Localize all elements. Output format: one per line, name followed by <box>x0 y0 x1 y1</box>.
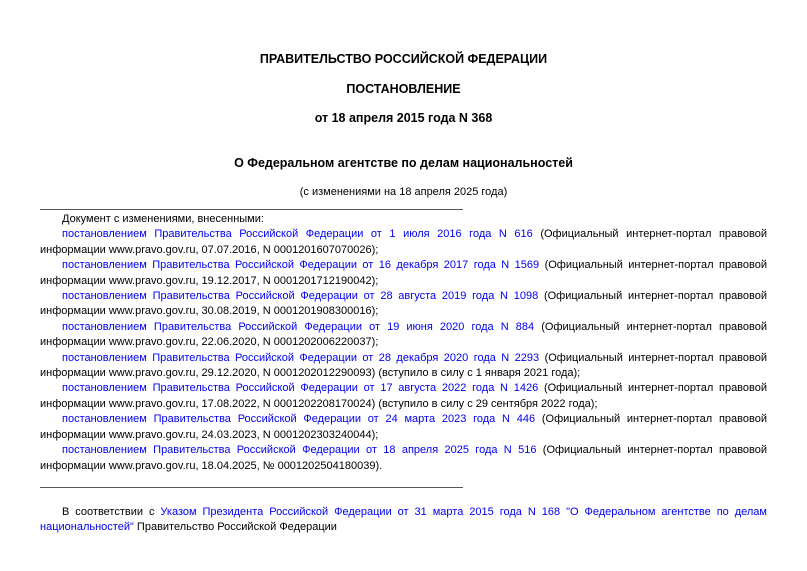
amendment-item: постановлением Правительства Российской Федерации от 1 июля 2016 года N 616 (Официальный интернет-портал правовой информации www.pravo.gov.ru, 07.07.2016, N 0001201607070026); <box>40 228 767 256</box>
amendment-link[interactable]: постановлением Правительства Российской Федерации от 16 декабря 2017 года N 1569 <box>62 259 540 272</box>
top-divider <box>40 209 463 210</box>
amendment-link[interactable]: постановлением Правительства Российской Федерации от 18 апреля 2025 года N 516 <box>62 444 537 457</box>
amendments-intro: Документ с изменениями, внесенными: <box>62 213 264 225</box>
document-title: О Федеральном агентстве по делам национальностей <box>234 156 573 170</box>
amendment-link[interactable]: постановлением Правительства Российской Федерации от 28 августа 2019 года N 1098 <box>62 290 539 303</box>
amendment-item: постановлением Правительства Российской Федерации от 18 апреля 2025 года N 516 (Официальный интернет-портал правовой информации www.pravo.gov.ru, 18.04.2025, № 0001202504180039). <box>40 444 768 472</box>
document-type-heading: ПОСТАНОВЛЕНИЕ <box>346 82 461 96</box>
amendments-block <box>40 212 767 474</box>
amendment-item: постановлением Правительства Российской Федерации от 19 июня 2020 года N 884 (Официальный интернет-портал правовой информации www.pravo.gov.ru, 22.06.2020, N 0001202006220037); <box>40 320 767 349</box>
amendment-link[interactable]: постановлением Правительства Российской Федерации от 1 июля 2016 года N 616 <box>62 228 533 241</box>
bottom-divider <box>40 487 463 488</box>
date-number-heading: от 18 апреля 2015 года N 368 <box>314 111 493 125</box>
preamble-paragraph: В соответствии с Указом Президента Российской Федерации от 31 марта 2015 года N 168 "О Федеральном агентстве по делам национальностей" Правительство Российской Федерации <box>40 506 767 534</box>
amendment-link[interactable]: постановлением Правительства Российской Федерации от 24 марта 2023 года N 446 <box>62 413 536 426</box>
amendment-link[interactable]: постановлением Правительства Российской Федерации от 19 июня 2020 года N 884 <box>62 320 535 333</box>
amendment-item: постановлением Правительства Российской Федерации от 24 марта 2023 года N 446 (Официальный интернет-портал правовой информации www.pravo.gov.ru, 24.03.2023, N 0001202303240044); <box>40 413 767 441</box>
amendment-item: постановлением Правительства Российской Федерации от 17 августа 2022 года N 1426 (Официальный интернет-портал правовой информации www.pravo.gov.ru, 17.08.2022, N 0001202208170024) (вступило в силу с 29 сентября 2022 года); <box>40 382 768 410</box>
government-heading: ПРАВИТЕЛЬСТВО РОССИЙСКОЙ ФЕДЕРАЦИИ <box>259 52 548 66</box>
amendment-item: постановлением Правительства Российской Федерации от 28 августа 2019 года N 1098 (Официальный интернет-портал правовой информации www.pravo.gov.ru, 30.08.2019, N 0001201908300016); <box>40 290 768 318</box>
amendment-link[interactable]: постановлением Правительства Российской Федерации от 28 декабря 2020 года N 2293 <box>62 351 540 364</box>
revision-note: (с изменениями на 18 апреля 2025 года) <box>299 186 508 198</box>
decree-link[interactable]: Указом Президента Российской Федерации от 31 марта 2015 года N 168 "О Федеральном агентстве по делам национальностей" <box>40 506 767 534</box>
amendment-item: постановлением Правительства Российской Федерации от 28 декабря 2020 года N 2293 (Официальный интернет-портал правовой информации www.pravo.gov.ru, 29.12.2020, N 0001202012290093) (вступило в силу с 1 января 2021 года); <box>40 351 767 380</box>
amendment-item: постановлением Правительства Российской Федерации от 16 декабря 2017 года N 1569 (Официальный интернет-портал правовой информации www.pravo.gov.ru, 19.12.2017, N 0001201712190042); <box>40 259 767 287</box>
amendment-link[interactable]: постановлением Правительства Российской Федерации от 17 августа 2022 года N 1426 <box>62 382 539 395</box>
